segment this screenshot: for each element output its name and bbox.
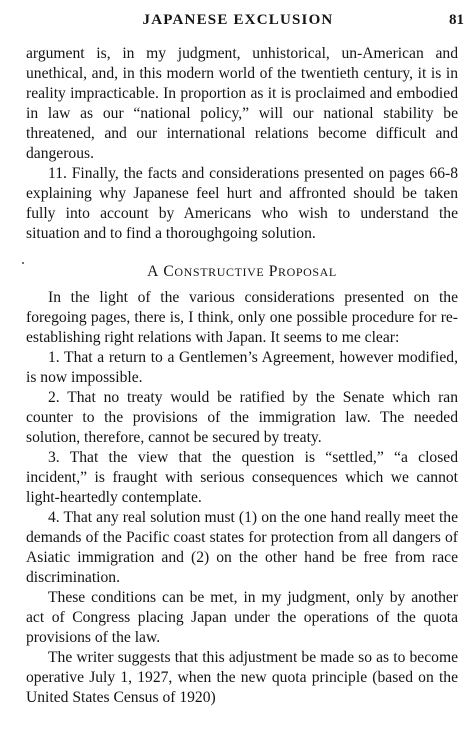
paragraph-intro: In the light of the various considerations presented on the foregoing pages, there is, I think, only one possible procedure for re-establishing right relations with Japan. It seems to me clear: — [26, 289, 458, 346]
paragraph-conditions: These conditions can be met, in my judgment, only by another act of Congress placing Japan under the operations of the quota provisions of the law. — [26, 589, 458, 646]
marginal-mark — [22, 262, 24, 264]
paragraph-point-1: 1. That a return to a Gentlemen’s Agreement, however modified, is now impossible. — [26, 349, 458, 386]
paragraph-point-11: 11. Finally, the facts and considerations presented on pages 66-8 explaining why Japanese feel hurt and affronted should be taken fully into account by Americans who wish to understand the situation and to find a thoroughgoing solution. — [26, 165, 458, 242]
paragraph-point-2: 2. That no treaty would be ratified by the Senate which ran counter to the provisions of the immigration law. The needed solution, therefore, cannot be secured by treaty. — [26, 389, 458, 446]
running-head — [0, 10, 476, 34]
section-heading: A CONSTRUCTIVE PROPOSAL — [147, 263, 337, 280]
running-title: JAPANESE EXCLUSION — [142, 12, 334, 28]
paragraph-continuation: argument is, in my judgment, unhistorical, un-American and unethical, and, in this modern world of the twentieth century, it is in reality impracticable. In proportion as it is proclaimed and embodied in law as our “national policy,” will our national stability be threatened, and our international relations become difficult and dangerous. — [26, 45, 458, 162]
paragraph-point-4: 4. That any real solution must (1) on the one hand really meet the demands of the Pacific coast states for protection from all dangers of Asiatic immigration and (2) on the other hand be free from race discrimination. — [26, 509, 458, 586]
paragraph-suggestion: The writer suggests that this adjustment be made so as to become operative July 1, 1927, when the new quota principle (based on the United States Census of 1920) — [26, 649, 458, 706]
paragraph-point-3: 3. That the view that the question is “settled,” “a closed incident,” is fraught with serious consequences which we cannot light-heartedly contemplate. — [26, 449, 458, 506]
page-number: 81 — [449, 12, 464, 28]
body-text — [26, 44, 458, 708]
